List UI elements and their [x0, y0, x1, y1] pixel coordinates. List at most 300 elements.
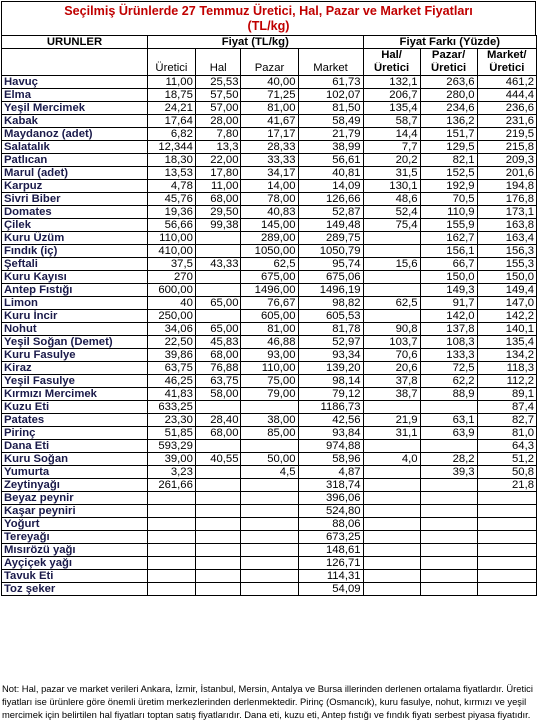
value-cell-market-ur: 201,6 [477, 167, 536, 180]
product-name-cell: Kırmızı Mercimek [2, 388, 148, 401]
product-name-cell: Kuru Fasulye [2, 349, 148, 362]
product-name-cell: Patates [2, 414, 148, 427]
value-cell-uretici: 593,29 [147, 440, 195, 453]
value-cell-pazar-ur: 70,5 [420, 193, 477, 206]
product-name-cell: Patlıcan [2, 154, 148, 167]
value-cell-market-ur: 461,2 [477, 76, 536, 89]
table-row [2, 401, 537, 414]
value-cell-pazar: 34,17 [241, 167, 298, 180]
value-cell-market-ur [477, 583, 536, 596]
value-cell-hal: 99,38 [195, 219, 241, 232]
value-cell-hal: 65,00 [195, 297, 241, 310]
value-cell-pazar-ur: 156,1 [420, 245, 477, 258]
value-cell-hal-ur [363, 531, 420, 544]
table-row [2, 544, 537, 557]
value-cell-pazar: 605,00 [241, 310, 298, 323]
value-cell-uretici: 19,36 [147, 206, 195, 219]
table-row [2, 440, 537, 453]
value-cell-hal: 58,00 [195, 388, 241, 401]
wholesale-header: Hal [195, 49, 241, 76]
value-cell-hal [195, 583, 241, 596]
value-cell-hal-ur: 103,7 [363, 336, 420, 349]
value-cell-hal [195, 492, 241, 505]
value-cell-market-ur: 21,8 [477, 479, 536, 492]
value-cell-uretici: 18,75 [147, 89, 195, 102]
value-cell-market-ur: 140,1 [477, 323, 536, 336]
table-row [2, 310, 537, 323]
value-cell-hal-ur: 52,4 [363, 206, 420, 219]
value-cell-market-ur: 51,2 [477, 453, 536, 466]
value-cell-uretici: 270 [147, 271, 195, 284]
value-cell-market: 42,56 [298, 414, 363, 427]
value-cell-market: 93,84 [298, 427, 363, 440]
product-name-cell: Yeşil Soğan (Demet) [2, 336, 148, 349]
value-cell-hal: 11,00 [195, 180, 241, 193]
value-cell-uretici [147, 570, 195, 583]
value-cell-pazar [241, 505, 298, 518]
value-cell-hal: 65,00 [195, 323, 241, 336]
product-name-cell: Mısırözü yağı [2, 544, 148, 557]
value-cell-pazar: 93,00 [241, 349, 298, 362]
value-cell-hal-ur: 38,7 [363, 388, 420, 401]
value-cell-hal-ur: 15,6 [363, 258, 420, 271]
product-name-cell: Kuru Kayısı [2, 271, 148, 284]
table-row [2, 388, 537, 401]
value-cell-market-ur: 64,3 [477, 440, 536, 453]
value-cell-uretici: 261,66 [147, 479, 195, 492]
value-cell-market-ur [477, 492, 536, 505]
value-cell-hal: 28,00 [195, 115, 241, 128]
table-row [2, 76, 537, 89]
value-cell-uretici: 3,23 [147, 466, 195, 479]
diff-group-header: Fiyat Farkı (Yüzde) [363, 36, 536, 49]
value-cell-hal-ur: 135,4 [363, 102, 420, 115]
value-cell-uretici: 110,00 [147, 232, 195, 245]
value-cell-uretici: 633,25 [147, 401, 195, 414]
value-cell-hal: 63,75 [195, 375, 241, 388]
value-cell-pazar-ur: 133,3 [420, 349, 477, 362]
value-cell-hal-ur: 90,8 [363, 323, 420, 336]
value-cell-market-ur: 176,8 [477, 193, 536, 206]
value-cell-uretici: 17,64 [147, 115, 195, 128]
value-cell-uretici: 18,30 [147, 154, 195, 167]
table-row [2, 141, 537, 154]
value-cell-uretici: 11,00 [147, 76, 195, 89]
value-cell-market-ur: 444,4 [477, 89, 536, 102]
value-cell-uretici: 250,00 [147, 310, 195, 323]
value-cell-pazar-ur [420, 544, 477, 557]
value-cell-uretici [147, 505, 195, 518]
product-name-cell: Limon [2, 297, 148, 310]
value-cell-pazar-ur: 110,9 [420, 206, 477, 219]
value-cell-market-ur: 163,8 [477, 219, 536, 232]
value-cell-market: 58,49 [298, 115, 363, 128]
table-row [2, 466, 537, 479]
value-cell-market: 38,99 [298, 141, 363, 154]
value-cell-pazar-ur: 66,7 [420, 258, 477, 271]
value-cell-hal [195, 310, 241, 323]
product-name-cell: Pirinç [2, 427, 148, 440]
value-cell-uretici: 13,53 [147, 167, 195, 180]
value-cell-pazar-ur: 234,6 [420, 102, 477, 115]
product-name-cell: Tereyağı [2, 531, 148, 544]
value-cell-market: 58,96 [298, 453, 363, 466]
value-cell-market-ur: 87,4 [477, 401, 536, 414]
value-cell-market-ur [477, 570, 536, 583]
value-cell-pazar: 33,33 [241, 154, 298, 167]
value-cell-pazar-ur: 63,1 [420, 414, 477, 427]
value-cell-market-ur: 135,4 [477, 336, 536, 349]
value-cell-pazar [241, 583, 298, 596]
value-cell-pazar: 1050,00 [241, 245, 298, 258]
value-cell-hal-ur [363, 466, 420, 479]
product-name-cell: Yumurta [2, 466, 148, 479]
product-name-cell: Kuru Soğan [2, 453, 148, 466]
value-cell-market: 52,97 [298, 336, 363, 349]
value-cell-uretici: 37,5 [147, 258, 195, 271]
value-cell-market: 149,48 [298, 219, 363, 232]
value-cell-hal [195, 531, 241, 544]
value-cell-market: 1050,79 [298, 245, 363, 258]
value-cell-pazar: 40,00 [241, 76, 298, 89]
value-cell-pazar: 71,25 [241, 89, 298, 102]
value-cell-hal-ur [363, 479, 420, 492]
value-cell-market-ur: 142,2 [477, 310, 536, 323]
value-cell-market: 114,31 [298, 570, 363, 583]
value-cell-pazar-ur: 155,9 [420, 219, 477, 232]
value-cell-hal: 28,40 [195, 414, 241, 427]
product-name-cell: Beyaz peynir [2, 492, 148, 505]
value-cell-pazar: 289,00 [241, 232, 298, 245]
value-cell-hal [195, 440, 241, 453]
value-cell-hal-ur [363, 245, 420, 258]
value-cell-hal [195, 544, 241, 557]
value-cell-market-ur [477, 531, 536, 544]
value-cell-market: 396,06 [298, 492, 363, 505]
value-cell-market-ur: 173,1 [477, 206, 536, 219]
products-header: URUNLER [2, 36, 148, 49]
price-table [1, 35, 537, 596]
table-row [2, 583, 537, 596]
value-cell-pazar: 28,33 [241, 141, 298, 154]
value-cell-pazar: 75,00 [241, 375, 298, 388]
product-name-cell: Kuzu Eti [2, 401, 148, 414]
value-cell-pazar-ur [420, 531, 477, 544]
value-cell-hal: 29,50 [195, 206, 241, 219]
value-cell-hal-ur [363, 544, 420, 557]
value-cell-pazar-ur: 28,2 [420, 453, 477, 466]
bazaar-header: Pazar [241, 49, 298, 76]
value-cell-market: 54,09 [298, 583, 363, 596]
value-cell-pazar [241, 440, 298, 453]
value-cell-pazar-ur: 263,6 [420, 76, 477, 89]
product-name-cell: Şeftali [2, 258, 148, 271]
value-cell-market: 148,61 [298, 544, 363, 557]
value-cell-hal-ur: 132,1 [363, 76, 420, 89]
value-cell-market-ur: 156,3 [477, 245, 536, 258]
title-line-1: Seçilmiş Ürünlerde 27 Temmuz Üretici, Hal, Pazar ve Market Fiyatları [64, 4, 473, 18]
value-cell-hal-ur [363, 440, 420, 453]
value-cell-market-ur: 50,8 [477, 466, 536, 479]
value-cell-hal: 68,00 [195, 193, 241, 206]
value-cell-market: 4,87 [298, 466, 363, 479]
value-cell-hal-ur: 7,7 [363, 141, 420, 154]
value-cell-pazar: 145,00 [241, 219, 298, 232]
product-name-cell: Kaşar peyniri [2, 505, 148, 518]
products-header-blank [2, 49, 148, 76]
value-cell-pazar: 17,17 [241, 128, 298, 141]
product-name-cell: Çilek [2, 219, 148, 232]
value-cell-hal-ur: 37,8 [363, 375, 420, 388]
value-cell-market: 98,14 [298, 375, 363, 388]
value-cell-hal-ur [363, 570, 420, 583]
value-cell-hal-ur: 31,1 [363, 427, 420, 440]
value-cell-market-ur: 147,0 [477, 297, 536, 310]
value-cell-uretici: 600,00 [147, 284, 195, 297]
value-cell-market: 102,07 [298, 89, 363, 102]
value-cell-uretici: 34,06 [147, 323, 195, 336]
value-cell-pazar-ur: 62,2 [420, 375, 477, 388]
table-row [2, 453, 537, 466]
value-cell-pazar-ur [420, 492, 477, 505]
value-cell-uretici: 41,83 [147, 388, 195, 401]
value-cell-pazar-ur: 162,7 [420, 232, 477, 245]
value-cell-uretici: 40 [147, 297, 195, 310]
value-cell-hal-ur [363, 271, 420, 284]
value-cell-market-ur: 163,4 [477, 232, 536, 245]
footnote: Not: Hal, pazar ve market verileri Ankara, İzmir, İstanbul, Mersin, Antalya ve Bursa illerinden derlenen ortalama fiyatlardır. Üretici fiyatları ise ürünlere göre önemli üretim merkezlerinden derlenmektedir. Pirinç (Osmancık), kuru fasulye, nohut, kırmızı ve yeşil mercimek için belirtilen hal fiyatları toptan satış fiyatlarıdır. Dana eti, kuzu eti, Antep fıstığı ve fındık fiyatı serbest piyasa fiyatıdır. [2, 683, 533, 720]
value-cell-hal: 13,3 [195, 141, 241, 154]
table-row [2, 180, 537, 193]
value-cell-pazar-ur: 82,1 [420, 154, 477, 167]
product-name-cell: Ayçiçek yağı [2, 557, 148, 570]
value-cell-hal-ur: 4,0 [363, 453, 420, 466]
value-cell-pazar-ur: 72,5 [420, 362, 477, 375]
value-cell-market-ur: 194,8 [477, 180, 536, 193]
value-cell-pazar-ur [420, 518, 477, 531]
value-cell-uretici [147, 583, 195, 596]
product-name-cell: Dana Eti [2, 440, 148, 453]
value-cell-hal-ur: 58,7 [363, 115, 420, 128]
value-cell-pazar-ur: 280,0 [420, 89, 477, 102]
value-cell-market: 974,88 [298, 440, 363, 453]
table-row [2, 557, 537, 570]
value-cell-market-ur: 155,3 [477, 258, 536, 271]
table-row [2, 505, 537, 518]
value-cell-hal [195, 479, 241, 492]
table-title [1, 1, 536, 36]
value-cell-market: 93,34 [298, 349, 363, 362]
product-name-cell: Toz şeker [2, 583, 148, 596]
value-cell-hal [195, 284, 241, 297]
product-name-cell: Tavuk Eti [2, 570, 148, 583]
value-cell-pazar: 14,00 [241, 180, 298, 193]
value-cell-market: 524,80 [298, 505, 363, 518]
price-table-body [2, 76, 537, 596]
table-row [2, 362, 537, 375]
product-name-cell: Kiraz [2, 362, 148, 375]
table-row [2, 128, 537, 141]
value-cell-hal-ur: 48,6 [363, 193, 420, 206]
wholesale-producer-header-1: Hal/ [363, 49, 420, 63]
value-cell-pazar-ur [420, 570, 477, 583]
value-cell-hal [195, 466, 241, 479]
value-cell-hal-ur: 206,7 [363, 89, 420, 102]
value-cell-hal [195, 401, 241, 414]
value-cell-hal-ur: 62,5 [363, 297, 420, 310]
value-cell-uretici: 22,50 [147, 336, 195, 349]
value-cell-hal [195, 271, 241, 284]
product-name-cell: Zeytinyağı [2, 479, 148, 492]
value-cell-hal-ur [363, 518, 420, 531]
value-cell-market-ur [477, 505, 536, 518]
value-cell-hal [195, 557, 241, 570]
value-cell-hal-ur: 31,5 [363, 167, 420, 180]
table-row [2, 323, 537, 336]
value-cell-uretici: 4,78 [147, 180, 195, 193]
value-cell-market: 95,74 [298, 258, 363, 271]
value-cell-uretici: 39,86 [147, 349, 195, 362]
market-header: Market [298, 49, 363, 76]
product-name-cell: Kabak [2, 115, 148, 128]
value-cell-market-ur [477, 544, 536, 557]
market-producer-header-1: Market/ [477, 49, 536, 63]
table-row [2, 414, 537, 427]
value-cell-pazar: 62,5 [241, 258, 298, 271]
value-cell-market-ur: 236,6 [477, 102, 536, 115]
value-cell-pazar: 675,00 [241, 271, 298, 284]
value-cell-uretici: 12,344 [147, 141, 195, 154]
value-cell-uretici [147, 518, 195, 531]
product-name-cell: Yeşil Fasulye [2, 375, 148, 388]
value-cell-hal: 43,33 [195, 258, 241, 271]
value-cell-pazar: 78,00 [241, 193, 298, 206]
value-cell-uretici [147, 531, 195, 544]
value-cell-market: 61,73 [298, 76, 363, 89]
value-cell-uretici: 45,76 [147, 193, 195, 206]
price-group-header: Fiyat (TL/kg) [147, 36, 363, 49]
value-cell-pazar [241, 479, 298, 492]
value-cell-hal: 22,00 [195, 154, 241, 167]
value-cell-market: 21,79 [298, 128, 363, 141]
table-row [2, 518, 537, 531]
value-cell-hal-ur [363, 310, 420, 323]
value-cell-uretici: 39,00 [147, 453, 195, 466]
table-row [2, 219, 537, 232]
value-cell-uretici: 63,75 [147, 362, 195, 375]
table-row [2, 349, 537, 362]
value-cell-pazar: 85,00 [241, 427, 298, 440]
value-cell-market: 318,74 [298, 479, 363, 492]
value-cell-hal: 45,83 [195, 336, 241, 349]
product-name-cell: Salatalık [2, 141, 148, 154]
product-name-cell: Karpuz [2, 180, 148, 193]
value-cell-hal [195, 245, 241, 258]
value-cell-hal-ur: 75,4 [363, 219, 420, 232]
value-cell-hal-ur: 21,9 [363, 414, 420, 427]
value-cell-pazar: 76,67 [241, 297, 298, 310]
value-cell-pazar: 81,00 [241, 323, 298, 336]
value-cell-market-ur: 215,8 [477, 141, 536, 154]
value-cell-pazar: 81,00 [241, 102, 298, 115]
table-row [2, 115, 537, 128]
value-cell-market: 675,06 [298, 271, 363, 284]
value-cell-uretici [147, 557, 195, 570]
value-cell-pazar-ur [420, 583, 477, 596]
value-cell-pazar-ur [420, 440, 477, 453]
table-row [2, 479, 537, 492]
value-cell-market-ur [477, 518, 536, 531]
value-cell-hal-ur: 130,1 [363, 180, 420, 193]
value-cell-uretici: 23,30 [147, 414, 195, 427]
value-cell-hal [195, 570, 241, 583]
value-cell-market: 605,53 [298, 310, 363, 323]
value-cell-market-ur: 231,6 [477, 115, 536, 128]
table-row [2, 154, 537, 167]
value-cell-market: 126,66 [298, 193, 363, 206]
table-row [2, 206, 537, 219]
value-cell-pazar [241, 518, 298, 531]
value-cell-market-ur: 150,0 [477, 271, 536, 284]
value-cell-pazar: 40,83 [241, 206, 298, 219]
value-cell-hal-ur [363, 492, 420, 505]
value-cell-market: 1186,73 [298, 401, 363, 414]
bazaar-producer-header-2: Üretici [420, 62, 477, 76]
value-cell-market-ur: 219,5 [477, 128, 536, 141]
product-name-cell: Antep Fıstığı [2, 284, 148, 297]
product-name-cell: Yoğurt [2, 518, 148, 531]
value-cell-market: 1496,19 [298, 284, 363, 297]
value-cell-pazar-ur: 88,9 [420, 388, 477, 401]
value-cell-pazar: 79,00 [241, 388, 298, 401]
value-cell-market: 56,61 [298, 154, 363, 167]
product-name-cell: Domates [2, 206, 148, 219]
value-cell-market: 40,81 [298, 167, 363, 180]
value-cell-pazar [241, 492, 298, 505]
producer-header: Üretici [147, 49, 195, 76]
value-cell-pazar-ur [420, 479, 477, 492]
value-cell-pazar [241, 401, 298, 414]
value-cell-pazar-ur: 150,0 [420, 271, 477, 284]
value-cell-market: 14,09 [298, 180, 363, 193]
value-cell-pazar: 46,88 [241, 336, 298, 349]
value-cell-pazar [241, 570, 298, 583]
value-cell-pazar-ur: 108,3 [420, 336, 477, 349]
value-cell-pazar-ur [420, 505, 477, 518]
value-cell-uretici: 46,25 [147, 375, 195, 388]
value-cell-hal-ur [363, 401, 420, 414]
value-cell-pazar [241, 544, 298, 557]
value-cell-hal-ur [363, 583, 420, 596]
value-cell-hal: 17,80 [195, 167, 241, 180]
value-cell-market: 88,06 [298, 518, 363, 531]
value-cell-hal-ur [363, 232, 420, 245]
table-row [2, 427, 537, 440]
value-cell-uretici: 56,66 [147, 219, 195, 232]
value-cell-hal: 68,00 [195, 427, 241, 440]
value-cell-hal-ur [363, 505, 420, 518]
value-cell-pazar [241, 531, 298, 544]
product-name-cell: Yeşil Mercimek [2, 102, 148, 115]
value-cell-hal: 57,00 [195, 102, 241, 115]
value-cell-market: 289,75 [298, 232, 363, 245]
value-cell-pazar: 50,00 [241, 453, 298, 466]
value-cell-market: 673,25 [298, 531, 363, 544]
value-cell-market: 79,12 [298, 388, 363, 401]
value-cell-hal: 68,00 [195, 349, 241, 362]
value-cell-uretici: 24,21 [147, 102, 195, 115]
value-cell-hal-ur: 14,4 [363, 128, 420, 141]
